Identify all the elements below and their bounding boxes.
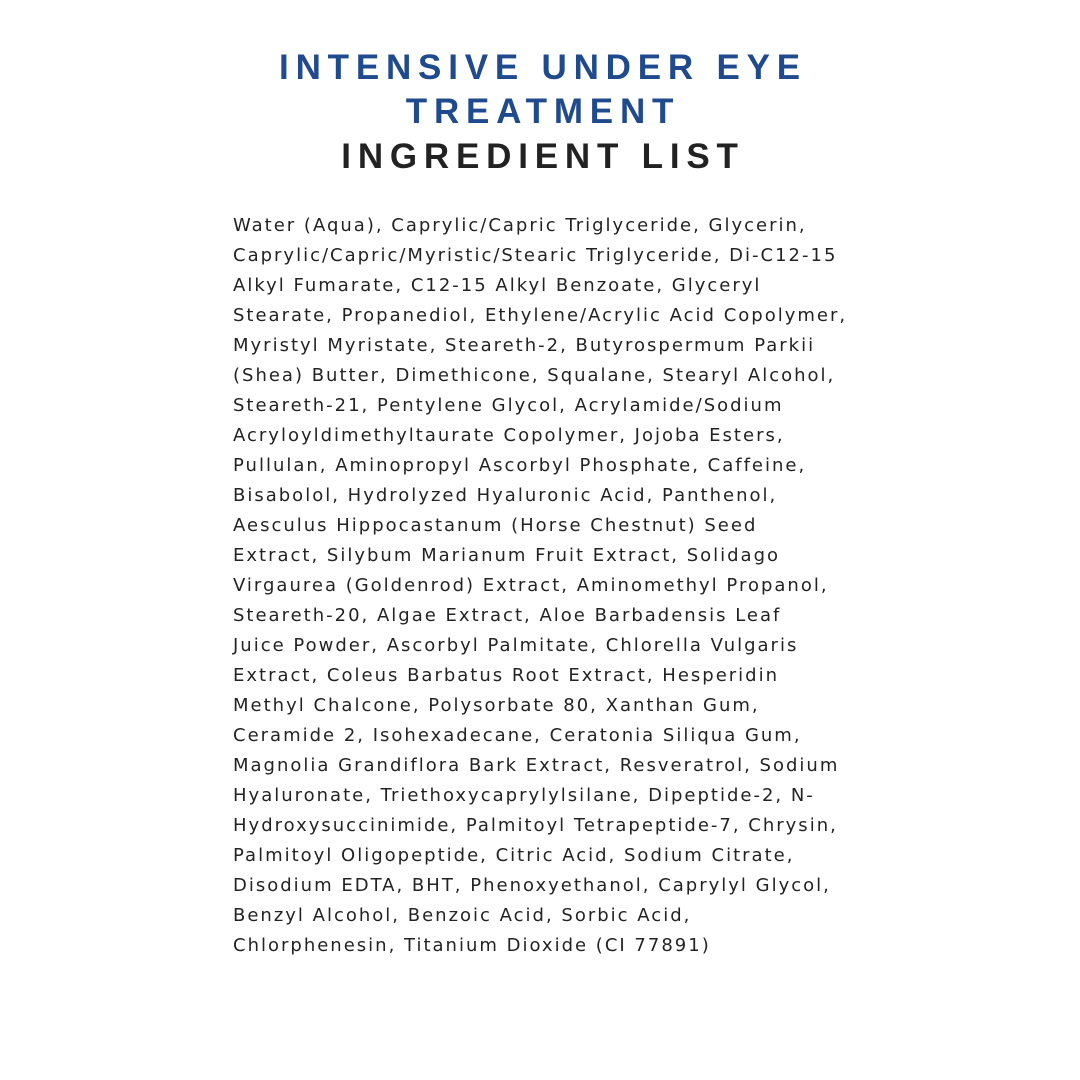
product-title-line-2: TREATMENT bbox=[405, 92, 681, 131]
ingredient-list-heading: INGREDIENT LIST bbox=[341, 137, 745, 176]
ingredients-text: Water (Aqua), Caprylic/Capric Triglyceride, Glycerin, Caprylic/Capric/Myristic/Stearic Triglyceride, Di-C12-15 Alkyl Fumarate, C12-15 Alkyl Benzoate, Glyceryl Stearate, Propanediol, Ethylene/Acrylic Acid Copolymer, Myristyl Myristate, Steareth-2, Butyrospermum Parkii (Shea) Butter, Dimethicone, Squalane, Stearyl Alcohol, Steareth-21, Pentylene Glycol, Acrylamide/Sodium Acryloyldimethyltaurate Copolymer, Jojoba Esters, Pullulan, Aminopropyl Ascorbyl Phosphate, Caffeine, Bisabolol, Hydrolyzed Hyaluronic Acid, Panthenol, Aesculus Hippocastanum (Horse Chestnut) Seed Extract, Silybum Marianum Fruit Extract, Solidago Virgaurea (Goldenrod) Extract, Aminomethyl Propanol, Steareth-20, Algae Extract, Aloe Barbadensis Leaf Juice Powder, Ascorbyl Palmitate, Chlorella Vulgaris Extract, Coleus Barbatus Root Extract, Hesperidin Methyl Chalcone, Polysorbate 80, Xanthan Gum, Ceramide 2, Isohexadecane, Ceratonia Siliqua Gum, Magnolia Grandiflora Bark Extract, Resveratrol, Sodium Hyaluronate, Triethoxycaprylylsilane, Dipeptide-2, N- Hydroxysuccinimide, Palmitoyl Tetrapeptide-7, Chrysin, Palmitoyl Oligopeptide, Citric Acid, Sodium Citrate, Disodium EDTA, BHT, Phenoxyethanol, Caprylyl Glycol, Benzyl Alcohol, Benzoic Acid, Sorbic Acid, Chlorphenesin, Titanium Dioxide (CI 77891) bbox=[233, 215, 848, 956]
page-heading bbox=[0, 46, 1080, 180]
product-title-line-1: INTENSIVE UNDER EYE bbox=[279, 48, 807, 87]
